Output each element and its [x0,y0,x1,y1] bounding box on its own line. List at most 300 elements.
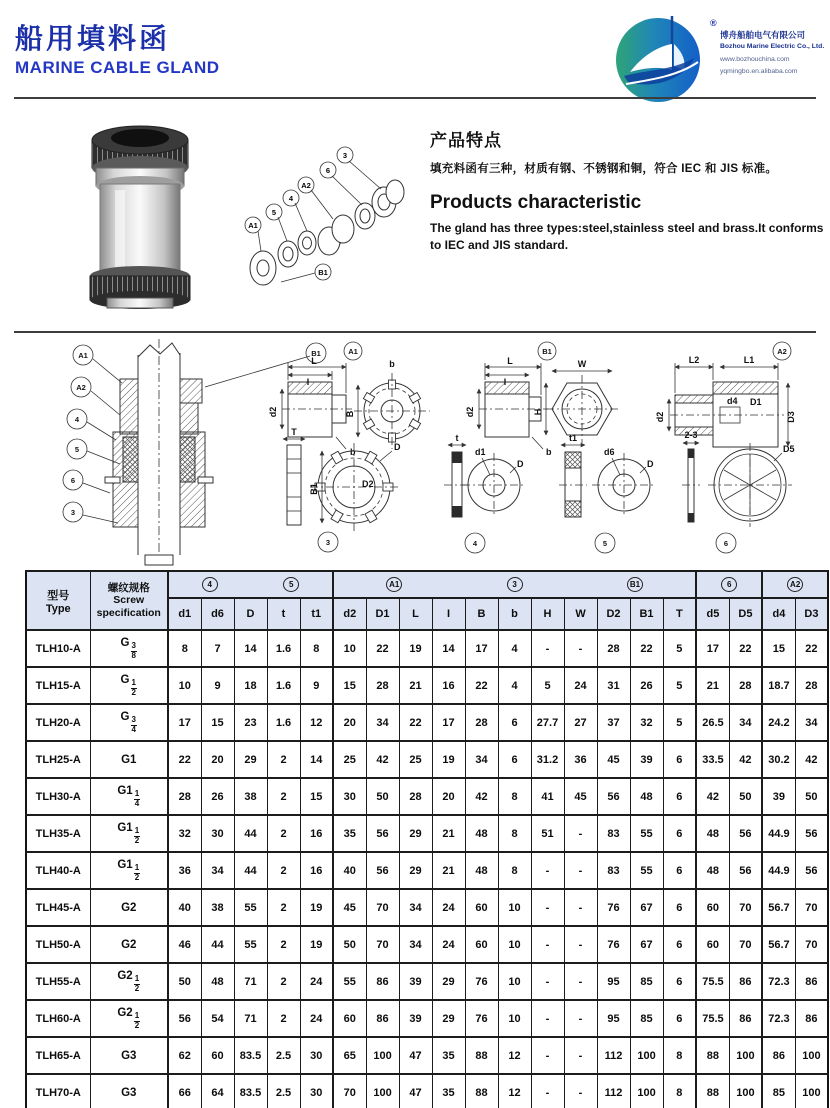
company-logo-block [610,12,825,104]
table-cell: 76 [465,1000,498,1037]
table-cell: 28 [465,704,498,741]
table-row [26,741,828,778]
section-callout-a2: A2 [76,383,86,392]
table-cell: 31 [597,667,630,704]
table-cell: 46 [168,926,201,963]
table-cell: 1.6 [267,630,300,667]
table-cell: 10 [333,630,366,667]
table-cell: 45 [597,741,630,778]
table-cell: 4 [498,667,531,704]
table-cell: 56 [795,852,828,889]
cell-screw [90,926,168,963]
dim-label-H: H [533,408,543,416]
table-cell: 21 [399,667,432,704]
table-cell: 83 [597,815,630,852]
table-cell: - [531,889,564,926]
table-cell: 48 [630,778,663,815]
table-cell: 100 [366,1037,399,1074]
table-cell: 56 [729,852,762,889]
table-cell: 15 [300,778,333,815]
table-cell: 44 [201,926,234,963]
section-callout-4: 4 [74,415,80,424]
screw-fraction-num: 1 [134,826,140,836]
spec-table-wrap [25,570,829,1108]
header-divider [14,97,816,99]
table-cell: 2 [267,741,300,778]
dim-label-2-3: 2-3 [684,430,698,440]
group-tag-B1: B1 [627,577,643,592]
section-divider [14,331,816,333]
table-cell: 23 [234,704,267,741]
features-body-chinese: 填充料函有三种，材质有钢、不锈钢和铜，符合 IEC 和 JIS 标准。 [430,163,778,175]
table-cell: 55 [234,926,267,963]
screw-fraction [131,679,137,697]
table-cell: 1.6 [267,704,300,741]
col-header-type-cn: 型号 [47,589,70,602]
table-row [26,852,828,889]
table-cell: 8 [663,1037,696,1074]
table-cell: 42 [795,741,828,778]
callout-b1: B1 [318,268,328,277]
section-callout-b1: B1 [311,349,321,358]
table-cell: 8 [498,778,531,815]
callout-3: 3 [342,151,348,160]
table-cell: 29 [234,741,267,778]
table-cell: 28 [729,667,762,704]
table-cell: 35 [432,1037,465,1074]
table-cell: 8 [498,815,531,852]
table-cell: 70 [795,889,828,926]
dim-label-d4: d4 [727,396,738,406]
section-callout-3: 3 [70,508,76,517]
dim-label-I: I [306,377,310,387]
table-cell: 17 [465,630,498,667]
part-a1-drawing [268,342,430,457]
table-cell: 39 [630,741,663,778]
table-cell: 48 [696,852,729,889]
table-cell: 19 [399,630,432,667]
table-cell: 2 [267,889,300,926]
table-row [26,926,828,963]
screw-fraction-num: 1 [131,678,136,688]
cell-screw [90,741,168,778]
table-cell: 30 [201,815,234,852]
exploded-view-diagram [233,130,425,306]
table-row [26,630,828,667]
dim-label-L: L [311,356,317,366]
table-cell: 44 [234,815,267,852]
table-cell: 112 [597,1037,630,1074]
table-cell: 1.6 [267,667,300,704]
table-cell: 5 [663,704,696,741]
table-cell: 86 [795,1000,828,1037]
table-cell: 75.5 [696,963,729,1000]
table-cell: 24 [300,1000,333,1037]
col-header-t: t [267,598,300,630]
table-cell: 2 [267,1000,300,1037]
col-header-D1: D1 [366,598,399,630]
dim-label-t: t [455,433,459,443]
table-cell: 60 [465,889,498,926]
table-cell: 39 [762,778,795,815]
cell-type: TLH45-A [26,889,90,926]
col-header-b: b [498,598,531,630]
table-cell: 6 [498,741,531,778]
table-cell: 83 [597,852,630,889]
table-cell: 95 [597,1000,630,1037]
table-cell: 100 [630,1037,663,1074]
table-cell: 48 [465,852,498,889]
part-5-drawing [559,433,656,553]
table-group-row [26,571,828,598]
table-cell: 86 [762,1037,795,1074]
dim-label-B1: B1 [309,483,319,495]
group-tag-4: 4 [202,577,218,592]
table-cell: - [531,1074,564,1108]
table-cell: 21 [696,667,729,704]
dim-label-L1: L1 [743,355,755,365]
table-cell: 29 [432,1000,465,1037]
table-cell: 24 [300,963,333,1000]
table-cell: 19 [300,926,333,963]
table-cell: - [564,926,597,963]
table-cell: 6 [663,815,696,852]
table-row [26,889,828,926]
col-header-screw-en1: Screw [113,594,145,607]
table-cell: 34 [201,852,234,889]
table-cell: 29 [432,963,465,1000]
table-cell: 9 [201,667,234,704]
cell-type: TLH25-A [26,741,90,778]
table-cell: 25 [399,741,432,778]
table-cell: 17 [432,704,465,741]
table-cell: 27 [564,704,597,741]
table-cell: 40 [168,889,201,926]
screw-fraction-num: 1 [134,863,140,873]
table-cell: 88 [696,1037,729,1074]
cell-screw [90,1000,168,1037]
table-cell: 2 [267,778,300,815]
table-cell: 47 [399,1074,432,1108]
company-name-english: Bozhou Marine Electric Co., Ltd. [720,43,825,51]
group-header-A1-3-B1 [333,571,696,598]
table-cell: 60 [696,926,729,963]
table-cell: 8 [663,1074,696,1108]
table-cell: 29 [399,815,432,852]
table-cell: 70 [729,889,762,926]
dim-label-front-B: B [345,410,355,418]
table-cell: 100 [729,1037,762,1074]
group-tags [697,577,761,592]
table-cell: 34 [399,889,432,926]
dim-label-b1-b: b [546,447,552,457]
page-title-chinese: 船用填料函 [15,23,171,54]
table-cell: 12 [300,704,333,741]
table-cell: 5 [663,667,696,704]
table-cell: 14 [234,630,267,667]
group-tags [334,577,695,592]
table-cell: 34 [366,704,399,741]
table-cell: 55 [234,889,267,926]
table-cell: 31.2 [531,741,564,778]
col-header-I: I [432,598,465,630]
screw-base: G2 [117,1007,133,1020]
col-header-D5: D5 [729,598,762,630]
screw-base: G3 [121,1086,137,1099]
col-header-screw-cn: 螺纹规格 [107,582,150,595]
callout-6: 6 [325,166,331,175]
table-cell: 34 [795,704,828,741]
registered-trademark: ® [710,18,717,28]
screw-fraction [134,827,140,845]
cell-screw [90,889,168,926]
group-tags [169,577,332,592]
table-cell: 50 [333,926,366,963]
cell-type: TLH40-A [26,852,90,889]
table-cell: 71 [234,1000,267,1037]
screw-base: G [120,674,130,687]
table-cell: 22 [399,704,432,741]
dim-label-D3: D3 [786,411,796,423]
table-cell: 6 [663,889,696,926]
table-cell: 34 [465,741,498,778]
dim-label-a2-d2: d2 [655,411,665,423]
table-cell: 18.7 [762,667,795,704]
screw-fraction-den: 2 [134,1020,140,1030]
col-header-B1: B1 [630,598,663,630]
table-cell: 22 [366,630,399,667]
table-cell: 19 [432,741,465,778]
table-cell: 16 [300,815,333,852]
group-tag-3: 3 [507,577,523,592]
screw-fraction-den: 4 [131,724,136,734]
cell-type: TLH15-A [26,667,90,704]
cell-type: TLH60-A [26,1000,90,1037]
cell-type: TLH50-A [26,926,90,963]
table-cell: 76 [597,926,630,963]
screw-base: G [120,711,130,724]
screw-fraction-den: 2 [134,872,140,882]
table-cell: 56 [168,1000,201,1037]
cell-screw [90,778,168,815]
screw-base: G2 [121,901,137,914]
table-cell: - [531,852,564,889]
screw-fraction-den: 8 [131,650,136,660]
table-cell: 85 [762,1074,795,1108]
callout-a1: A1 [248,221,258,230]
callout-5: 5 [271,208,277,217]
table-cell: 5 [531,667,564,704]
table-head [26,571,828,630]
table-cell: 71 [234,963,267,1000]
table-cell: 30 [333,778,366,815]
table-cell: 32 [630,704,663,741]
table-cell: 17 [696,630,729,667]
table-cell: - [564,852,597,889]
drawing-tag-a2: A2 [777,347,787,356]
table-cell: 6 [498,704,531,741]
drawing-tag-a1: A1 [348,347,358,356]
table-cell: 10 [498,889,531,926]
table-cell: 22 [795,630,828,667]
table-cell: 62 [168,1037,201,1074]
table-row [26,1000,828,1037]
screw-fraction-num: 1 [134,789,140,799]
table-cell: 86 [729,1000,762,1037]
table-row [26,704,828,741]
table-cell: 100 [795,1074,828,1108]
dim-label-front-b: b [389,359,395,369]
col-header-type [26,571,90,630]
table-cell: 30 [300,1074,333,1108]
table-cell: 88 [465,1074,498,1108]
table-cell: 50 [168,963,201,1000]
dim-label-b1-d2: d2 [465,406,475,418]
table-cell: 47 [399,1037,432,1074]
col-header-screw-en2: specification [96,606,161,619]
dim-label-t1: t1 [568,433,578,443]
group-tag-6: 6 [721,577,737,592]
dim-label-d2: d2 [268,406,278,418]
col-header-D: D [234,598,267,630]
table-cell: - [564,889,597,926]
screw-fraction [134,864,140,882]
table-cell: 42 [729,741,762,778]
group-tags [763,577,827,592]
table-cell: 48 [201,963,234,1000]
cell-screw [90,963,168,1000]
drawing-tag-6: 6 [723,539,729,548]
table-cell: - [564,630,597,667]
part-b1-drawing [465,342,618,457]
table-cell: 33.5 [696,741,729,778]
table-cell: 10 [498,1000,531,1037]
screw-fraction-num: 1 [134,1011,140,1021]
table-cell: 30 [300,1037,333,1074]
section-callout-6: 6 [70,476,76,485]
table-cell: 8 [498,852,531,889]
table-cell: 42 [366,741,399,778]
screw-base: G1 [117,822,133,835]
table-cell: 95 [597,963,630,1000]
table-cell: 76 [597,889,630,926]
screw-fraction-num: 3 [131,641,136,651]
table-cell: 30.2 [762,741,795,778]
page-title-block [15,24,220,78]
table-cell: - [564,1000,597,1037]
table-cell: 67 [630,926,663,963]
table-cell: 22 [168,741,201,778]
drawing-tag-4: 4 [472,539,478,548]
dim-label-T: T [291,427,297,437]
table-cell: - [531,630,564,667]
table-cell: 51 [531,815,564,852]
screw-fraction [131,716,137,734]
table-cell: 10 [168,667,201,704]
table-cell: 36 [168,852,201,889]
table-cell: 34 [399,926,432,963]
table-cell: 10 [498,926,531,963]
table-cell: 100 [729,1074,762,1108]
table-cell: 41 [531,778,564,815]
table-cell: 35 [333,815,366,852]
screw-fraction-den: 4 [134,798,140,808]
page-title-english: MARINE CABLE GLAND [15,57,220,77]
drawing-tag-3: 3 [325,538,331,547]
dim-label-b1-I: I [503,377,507,387]
table-row [26,667,828,704]
part-3-drawing [283,427,401,552]
group-tag-A1: A1 [386,577,402,592]
table-cell: 8 [168,630,201,667]
dim-label-d6: d6 [604,447,615,457]
cell-type: TLH55-A [26,963,90,1000]
table-cell: 66 [168,1074,201,1108]
table-cell: 36 [564,741,597,778]
table-cell: 20 [333,704,366,741]
table-cell: 86 [795,963,828,1000]
table-cell: 17 [168,704,201,741]
part-a2-drawing [655,342,796,447]
table-cell: 2.5 [267,1037,300,1074]
table-cell: - [564,815,597,852]
group-tag-A2: A2 [787,577,803,592]
table-cell: 12 [498,1074,531,1108]
screw-fraction [134,1012,140,1030]
table-cell: 6 [663,926,696,963]
col-header-type-en: Type [45,602,71,615]
company-name-chinese: 博舟船舶电气有限公司 [720,30,806,40]
table-cell: 32 [168,815,201,852]
company-website: www.bozhouchina.com [720,55,790,63]
table-cell: 56.7 [762,889,795,926]
table-cell: 4 [498,630,531,667]
dim-label-L2: L2 [688,355,700,365]
col-header-L: L [399,598,432,630]
table-cell: 70 [366,926,399,963]
table-cell: 2.5 [267,1074,300,1108]
table-cell: 38 [201,889,234,926]
table-cell: 22 [630,630,663,667]
col-header-T: T [663,598,696,630]
table-cell: 24 [564,667,597,704]
table-cell: 100 [366,1074,399,1108]
company-alibaba-url: yqmingbo.en.alibaba.com [720,67,798,75]
screw-base: G2 [121,938,137,951]
table-cell: 26 [201,778,234,815]
dim-label-b1-L: L [507,356,513,366]
table-cell: 10 [498,963,531,1000]
technical-drawings [20,337,820,567]
table-cell: 40 [333,852,366,889]
table-cell: 18 [234,667,267,704]
table-cell: 50 [366,778,399,815]
table-cell: 6 [663,741,696,778]
screw-fraction-num: 1 [134,974,140,984]
table-cell: 6 [663,963,696,1000]
features-heading-chinese: 产品特点 [430,131,502,150]
section-callout-5: 5 [74,445,80,454]
dim-label-4-D: D [517,459,524,469]
table-cell: 56.7 [762,926,795,963]
table-cell: 70 [366,889,399,926]
table-cell: 67 [630,889,663,926]
dim-label-D5: D5 [783,444,795,454]
table-cell: 37 [597,704,630,741]
table-cell: 86 [729,963,762,1000]
callout-4: 4 [288,194,294,203]
product-photo [75,122,207,310]
